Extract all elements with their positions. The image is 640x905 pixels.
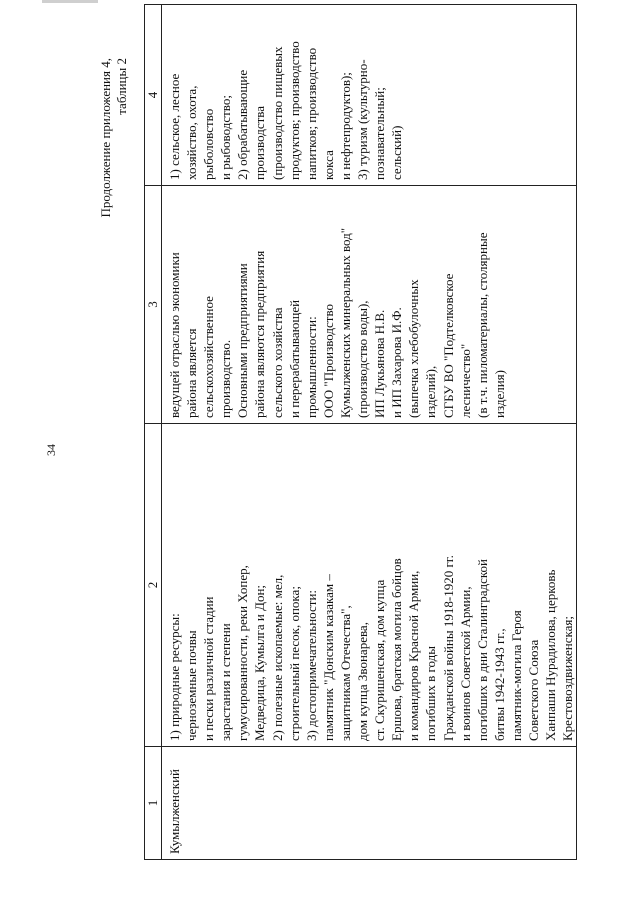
resources-line: гумусированности, реки Хопер, [235, 565, 251, 741]
specialization-line: рыболовство [201, 108, 217, 180]
economy-line: изделий), [423, 365, 439, 418]
specialization-line: и нефтепродуктов); [337, 72, 353, 180]
resources-line: погибших в годы [423, 646, 439, 741]
resources-line: и пески различной стадии [201, 596, 217, 741]
specialization-cell [162, 5, 577, 186]
district-name: Кумылженский [167, 768, 182, 854]
specialization-line: познавательный; [372, 87, 388, 180]
specialization-line: 2) обрабатывающие [235, 69, 251, 180]
resources-cell [162, 424, 577, 747]
resources-line: битвы 1942-1943 гг., [491, 628, 507, 741]
resources-line: и командиров Красной Армии, [406, 570, 422, 741]
resources-line: Медведица, Кумылга и Дон; [252, 584, 268, 741]
resources-line: дом купца Звонарева, [355, 622, 371, 741]
specialization-line: и рыбоводство; [218, 95, 234, 180]
resources-line: и воинов Советской Армии, [457, 586, 473, 741]
resources-line: ст. Скуришенская, дом купца [372, 579, 388, 741]
resources-line: зарастания и степени [218, 623, 234, 741]
specialization-line: напитков; производство [303, 47, 319, 180]
economy-line: изделия) [491, 370, 507, 418]
header-col-4: 4 [145, 5, 162, 186]
resources-line: 3) достопримечательности: [303, 589, 319, 741]
resources-line: Крестовоздвиженская; [560, 616, 576, 741]
header-row [145, 5, 162, 860]
economy-line: (производство воды), [355, 300, 371, 418]
header-col-3: 3 [145, 186, 162, 424]
specialization-line: продуктов; производство [286, 41, 302, 180]
resources-line: Советского Союза [525, 639, 541, 741]
resources-line: черноземные почвы [184, 630, 200, 741]
economy-line: сельскохозяйственное [201, 296, 217, 418]
economy-line: лесничество" [457, 343, 473, 418]
resources-line: 1) природные ресурсы: [167, 613, 182, 741]
economy-line: ведущей отраслью экономики [167, 252, 182, 418]
resources-line: Ханпаши Нурадилова, церковь [543, 569, 559, 741]
specialization-line: 3) туризм (культурно- [355, 59, 371, 180]
economy-line: ООО "Производство [320, 304, 336, 418]
economy-line: района является [184, 328, 200, 418]
specialization-line: сельский) [389, 125, 405, 180]
resources-line: Ершова, братская могила бойцов [389, 558, 405, 741]
header-col-2: 2 [145, 424, 162, 747]
continuation-line-1: Продолжение приложения 4, [98, 58, 113, 218]
resources-line: строительный песок, опока; [286, 586, 302, 741]
economy-cell [162, 186, 577, 424]
resources-line: памятник-могила Героя [508, 610, 524, 741]
economy-line: района являются предприятия [252, 250, 268, 418]
resources-line: Гражданской войны 1918-1920 гг. [440, 555, 456, 741]
specialization-line: кокса [320, 150, 336, 180]
economy-line: промышленности: [303, 316, 319, 418]
resources-line: погибших в дни Сталинградской [474, 559, 490, 741]
economy-line: и перерабатывающей [286, 299, 302, 418]
table-row [162, 5, 577, 860]
header-col-1: 1 [145, 747, 162, 860]
specialization-line: хозяйство, охота, [184, 85, 200, 180]
district-cell [162, 747, 577, 860]
economy-line: производство. [218, 339, 234, 418]
economy-line: ИП Лукьянова Н.В. [372, 309, 388, 418]
continuation-note [98, 58, 130, 218]
specialization-line: производства [252, 105, 268, 180]
resources-line: памятник "Донским казакам – [320, 574, 336, 741]
specialization-line: (производство пищевых [269, 46, 285, 180]
resources-line: 2) полезные ископаемые: мел, [269, 574, 285, 741]
page-number: 34 [44, 444, 58, 456]
economy-line: (в т.ч. пиломатериалы, столярные [474, 232, 490, 418]
economy-line: СГБУ ВО "Подтелковское [440, 273, 456, 418]
economy-line: (выпечка хлебобулочных [406, 279, 422, 418]
economy-line: сельского хозяйства [269, 307, 285, 418]
economy-line: Основными предприятиями [235, 263, 251, 418]
economy-line: Кумылженских минеральных вод" [337, 227, 353, 418]
continuation-line-2: таблицы 2 [114, 58, 129, 115]
economy-line: и ИП Захарова И.Ф. [389, 307, 405, 418]
district-table [144, 4, 577, 860]
specialization-line: 1) сельское, лесное [167, 73, 182, 180]
resources-line: защитникам Отечества", [337, 605, 353, 741]
